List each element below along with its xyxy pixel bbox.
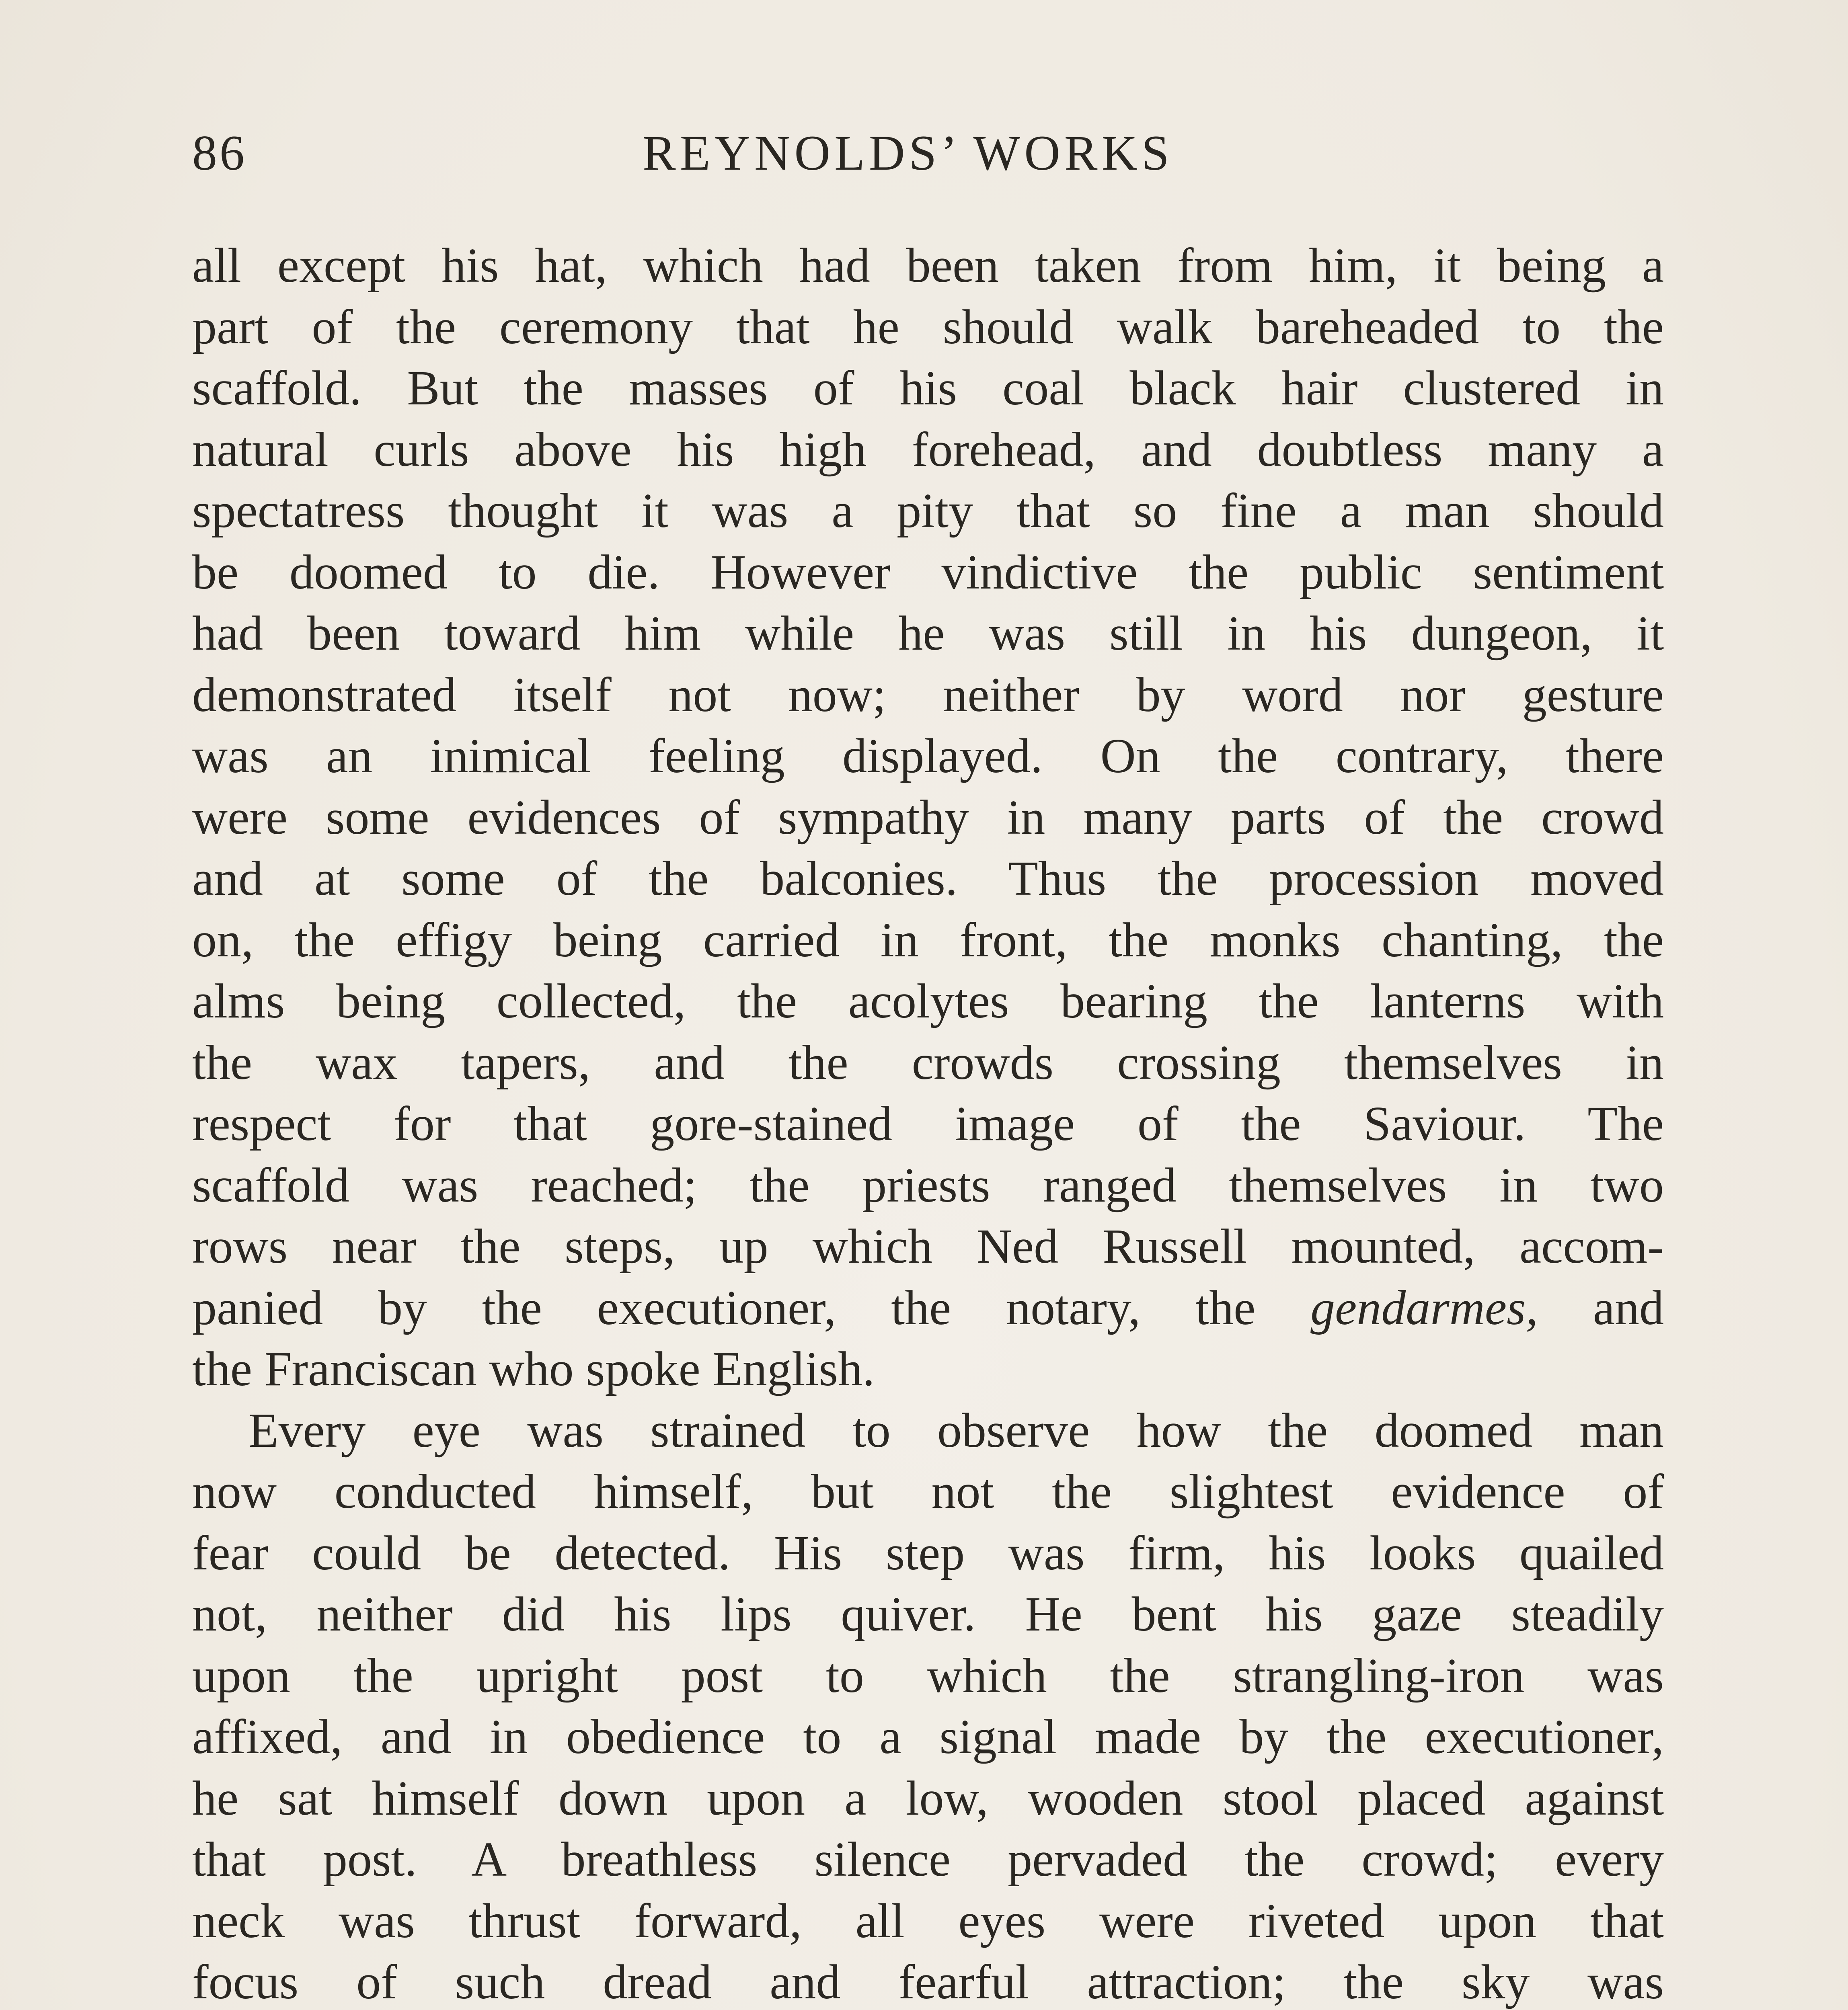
page-number: 86 [192,125,247,180]
text-line: rows near the steps, up which Ned Russell mounted, accom- [192,1219,1664,1274]
text-line: demonstrated itself not now; neither by word nor gesture [192,667,1664,722]
text-line: was an inimical feeling displayed. On the contrary, there [192,729,1664,783]
text-line: upon the upright post to which the strangling-iron was [192,1648,1664,1703]
text-line: not, neither did his lips quiver. He bent his gaze steadily [192,1587,1664,1641]
running-head [192,125,1664,189]
text-line: alms being collected, the acolytes bearing the lanterns with [192,974,1664,1028]
text-line: spectatress thought it was a pity that so fine a man should [192,484,1664,538]
text-line: were some evidences of sympathy in many parts of the crowd [192,790,1664,845]
text-segment: panied by the executioner, the notary, the [192,1280,1311,1335]
text-line: natural curls above his high forehead, and doubtless many a [192,422,1664,477]
text-line: focus of such dread and fearful attraction; the sky was [192,1955,1664,2009]
text-line: and at some of the balconies. Thus the procession moved [192,851,1664,906]
text-line: had been toward him while he was still in his dungeon, it [192,606,1664,660]
text-line: the Franciscan who spoke English. [192,1342,875,1396]
text-line: he sat himself down upon a low, wooden stool placed against [192,1771,1664,1825]
running-title: REYNOLDS’ WORKS [643,125,1174,180]
text-line: respect for that gore-stained image of the Saviour. The [192,1097,1664,1151]
body-text [192,235,1664,2010]
italic-word: gendarmes, [1310,1280,1538,1335]
text-line: part of the ceremony that he should walk bareheaded to the [192,299,1664,354]
text-line: affixed, and in obedience to a signal made by the executioner, [192,1710,1664,1764]
text-line: be doomed to die. However vindictive the public sentiment [192,545,1664,599]
text-line: Every eye was strained to observe how the doomed man [248,1403,1664,1458]
text-line: on, the effigy being carried in front, the monks chanting, the [192,913,1664,967]
text-line: the wax tapers, and the crowds crossing themselves in [192,1035,1664,1090]
text-line [192,1278,1664,1339]
text-line: fear could be detected. His step was firm, his looks quailed [192,1526,1664,1580]
text-line: neck was thrust forward, all eyes were riveted upon that [192,1893,1664,1948]
text-line: scaffold. But the masses of his coal black hair clustered in [192,361,1664,415]
text-line: all except his hat, which had been taken from him, it being a [192,238,1664,293]
text-line: scaffold was reached; the priests ranged themselves in two [192,1158,1664,1212]
text-line: that post. A breathless silence pervaded the crowd; every [192,1832,1664,1887]
text-line: now conducted himself, but not the slightest evidence of [192,1464,1664,1519]
text-segment: and [1538,1280,1664,1335]
